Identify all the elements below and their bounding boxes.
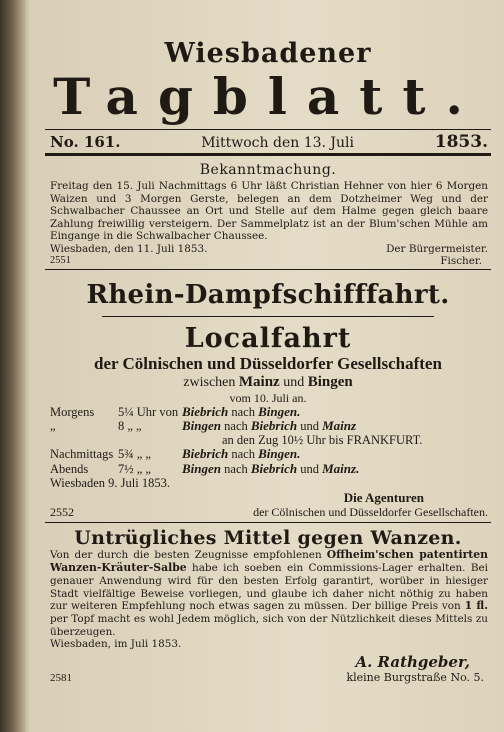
schedule-route [182,462,488,477]
notice3-signer: A. Rathgeber, [355,653,470,672]
schedule-time: 8 „ „ [118,419,142,434]
masthead-top: Wiesbadener [164,38,372,69]
book-spine [0,0,26,732]
schedule-route [182,419,488,434]
notice3-text-c: per Topf macht es wohl Jedem möglich, sich von der Nützlichkeit dieses Mittels zu überzeugen. [50,612,488,638]
schedule-time: 5¾ „ „ [118,447,151,462]
notice2-agents-title: Die Agenturen [343,490,424,506]
notice3-number: 2581 [50,672,72,685]
notice1-text: Freitag den 15. Juli Nachmittags 6 Uhr läßt Christian Hehner von hier 6 Morgen Waizen und 3 Morgen Gerste, belegen an dem Dotzheimer Weg und der Schwalbacher Chaussee an Ort und Stelle auf dem Halme gegen gleich baare Zahlung freiwillig versteigern. Der Sammelplatz ist an der Blum'schen Mühle am Eingange in die Schwalbacher Chaussee. [50,180,488,243]
schedule-city: Mainz [322,418,357,434]
schedule-period: Abends [50,461,89,476]
schedule-city: Bingen [182,418,222,434]
between-and: und [283,374,305,390]
schedule-time: 7½ „ „ [118,461,151,476]
notice3-product: Offheim'schen patentirten Wanzen-Kräuter-Salbe [50,548,488,575]
issue-number: No. 161. [50,133,121,151]
schedule-city: Biebrich [182,403,229,419]
between-prefix: zwischen [183,374,236,390]
notice3-address: kleine Burgstraße No. 5. [346,671,484,685]
schedule-period: Morgens [50,404,95,419]
notice3-title: Untrügliches Mittel gegen Wanzen. [74,527,462,550]
notice3-text-b: habe ich soeben ein Commissions-Lager erhalten. Bei genauer Anwendung wird für den besten Erfolg garantirt, worüber in hiesiger Stadt vielfältige Beweise vorliegen, und glaube ich daher nicht nöthig zu haben zur weiteren Empfehlung noch etwas sagen zu müssen. Der billige Preis von [50,562,488,613]
notice3-text-a: Von der durch die besten Zeugnisse empfohlenen [50,549,327,562]
notice2-companies: der Cölnischen und Düsseldorfer Gesellschaften [94,353,442,373]
notice2-footer [42,505,494,519]
rule [45,153,491,156]
masthead-title: Tagblatt. [53,67,483,126]
schedule-text: nach [228,404,259,419]
schedule-period: Nachmittags [50,447,114,462]
schedule-period: „ [50,419,56,434]
schedule-city: Biebrich [182,446,229,462]
rule [45,522,491,523]
schedule-text: nach [228,447,259,462]
schedule-city: Mainz. [322,460,360,476]
schedule-city: Bingen. [258,446,301,462]
notice1-place: Wiesbaden, den 11. Juli 1853. [50,242,208,255]
notice2-agents: der Cölnischen und Düsseldorfer Gesellschaften. [253,505,488,520]
schedule-time: 5¼ Uhr von [118,404,179,419]
schedule-route [182,434,488,448]
notice2-number: 2552 [50,505,74,520]
city2: Bingen [307,373,353,390]
notice2-schedule [42,405,494,477]
schedule-text: und [297,419,323,434]
issue-year: 1853. [434,132,488,152]
schedule-city: Biebrich [250,418,298,434]
issue-line [42,130,494,153]
notice3-footer [42,671,494,685]
schedule-row [50,405,488,420]
notice2-title: Rhein-Dampfschifffahrt. [86,279,450,310]
schedule-city: Bingen. [258,403,301,419]
notice2-subtitle: Localfahrt [184,322,352,354]
notice1-signer-title: Der Bürgermeister. [386,242,488,255]
schedule-row [50,447,488,462]
schedule-row [50,434,488,448]
notice1-footer [42,243,494,255]
schedule-route [182,447,488,462]
schedule-row [50,419,488,434]
notice1-number: 2551 [50,254,71,266]
notice3-price: 1 fl. [464,599,488,613]
city1: Mainz [238,373,280,390]
schedule-text: nach [221,419,251,434]
issue-date: Mittwoch den 13. Juli [201,135,354,151]
rule [102,316,434,317]
rule [45,269,491,270]
schedule-text: und [297,461,323,476]
notice3-text [42,549,494,638]
newspaper-sheet [42,10,494,726]
notice2-place: Wiesbaden 9. Juli 1853. [50,476,170,491]
schedule-row [50,462,488,477]
notice2-between [42,374,494,391]
notice1-signature-row [42,255,494,267]
notice1-title: Bekanntmachung. [199,162,337,178]
schedule-route [182,405,488,420]
schedule-city: Bingen [182,460,222,476]
notice3-place: Wiesbaden, im Juli 1853. [50,638,182,651]
schedule-text: nach [221,461,251,476]
schedule-text: an den Zug 10½ Uhr bis FRANKFURT. [222,432,423,447]
notice1-signer: Fischer. [440,254,482,267]
schedule-city: Biebrich [250,460,298,476]
notice2-from: vom 10. Juli an. [229,390,307,405]
